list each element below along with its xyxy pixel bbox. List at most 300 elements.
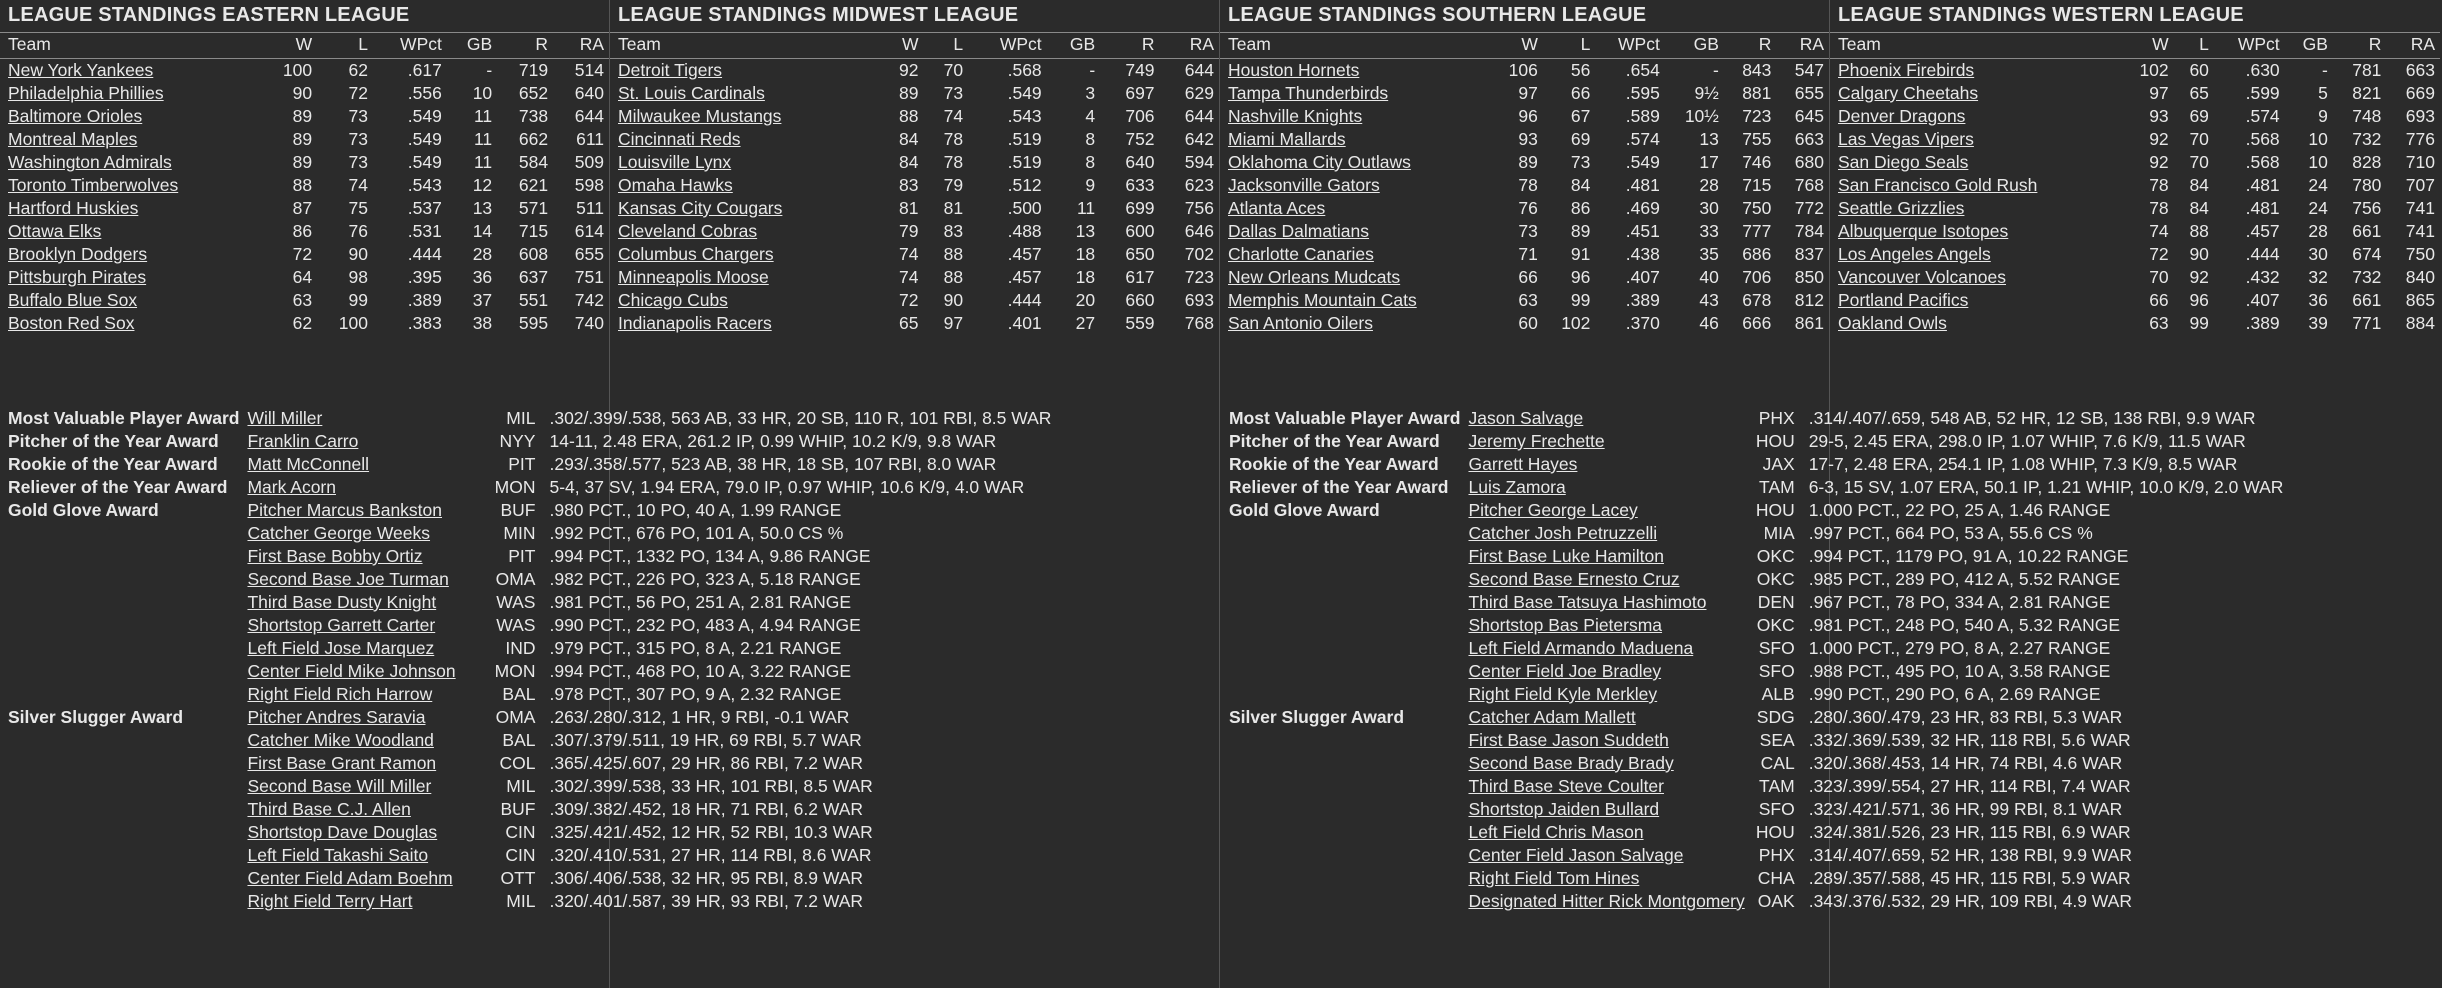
table-row[interactable] <box>610 128 1219 151</box>
team-cell[interactable] <box>610 289 879 312</box>
team-link[interactable]: Oklahoma City Outlaws <box>1228 152 1411 172</box>
award-row <box>1221 522 2442 545</box>
award-winner-link[interactable]: Luis Zamora <box>1468 477 1566 497</box>
ra: 646 <box>1184 221 1214 241</box>
ra: 511 <box>576 198 604 218</box>
w: 93 <box>1518 129 1538 149</box>
award-winner-cell[interactable] <box>1464 430 1748 453</box>
team-cell[interactable] <box>1220 197 1490 220</box>
award-winner-cell[interactable] <box>243 729 489 752</box>
l: 90 <box>943 290 964 310</box>
team-cell[interactable] <box>0 151 261 174</box>
award-winner-link[interactable]: Second Base Joe Turman <box>247 569 449 589</box>
l: 70 <box>2189 129 2209 149</box>
team-link[interactable]: Nashville Knights <box>1228 106 1363 126</box>
wpct: .568 <box>1007 60 1042 80</box>
team-cell[interactable] <box>1830 243 2120 266</box>
award-winner-link[interactable]: Left Field Chris Mason <box>1468 822 1644 842</box>
award-team-abbr: BAL <box>502 730 536 750</box>
l: 88 <box>2189 221 2209 241</box>
team-cell[interactable] <box>610 243 879 266</box>
team-cell[interactable] <box>1830 105 2120 128</box>
team-cell[interactable] <box>0 289 261 312</box>
award-winner-cell[interactable] <box>243 545 489 568</box>
award-winner-cell[interactable] <box>1464 522 1748 545</box>
award-label <box>0 683 243 706</box>
award-winner-cell[interactable] <box>1464 890 1748 913</box>
team-link[interactable]: San Francisco Gold Rush <box>1838 175 2038 195</box>
ra: 680 <box>1794 152 1824 172</box>
team-cell[interactable] <box>0 105 261 128</box>
team-link[interactable]: Charlotte Canaries <box>1228 244 1374 264</box>
col-gb: GB <box>2285 33 2333 59</box>
table-row[interactable] <box>0 105 609 128</box>
award-winner-link[interactable]: Matt McConnell <box>247 454 370 474</box>
l: 78 <box>943 129 964 149</box>
award-winner-cell[interactable] <box>243 430 489 453</box>
award-winner-cell[interactable] <box>1464 499 1748 522</box>
award-winner-link[interactable]: Second Base Will Miller <box>247 776 432 796</box>
team-link[interactable]: St. Louis Cardinals <box>618 83 765 103</box>
award-winner-cell[interactable] <box>1464 775 1748 798</box>
award-row <box>0 706 1221 729</box>
table-row[interactable] <box>1830 220 2440 243</box>
award-winner-cell[interactable] <box>243 867 489 890</box>
award-winner-cell[interactable] <box>243 660 489 683</box>
wpct: .407 <box>2245 290 2280 310</box>
award-winner-cell[interactable] <box>1464 683 1748 706</box>
team-link[interactable]: Jacksonville Gators <box>1228 175 1380 195</box>
table-row[interactable] <box>1830 105 2440 128</box>
wpct: .481 <box>1625 175 1660 195</box>
team-cell[interactable] <box>0 59 261 83</box>
table-row[interactable] <box>1220 105 1829 128</box>
award-winner-cell[interactable] <box>1464 545 1748 568</box>
team-cell[interactable] <box>0 128 261 151</box>
team-link[interactable]: Brooklyn Dodgers <box>8 244 148 264</box>
gb: 11 <box>1076 198 1096 218</box>
wpct: .500 <box>1007 198 1042 218</box>
team-link[interactable]: Pittsburgh Pirates <box>8 267 147 287</box>
r: 571 <box>518 198 549 218</box>
award-winner-link[interactable]: Will Miller <box>247 408 323 428</box>
award-stat-line: .365/.425/.607, 29 HR, 86 RBI, 7.2 WAR <box>549 753 864 773</box>
team-link[interactable]: Detroit Tigers <box>618 60 723 80</box>
team-link[interactable]: Toronto Timberwolves <box>8 175 179 195</box>
award-winner-cell[interactable] <box>243 637 489 660</box>
table-row[interactable] <box>1220 266 1829 289</box>
r: 660 <box>1125 290 1155 310</box>
team-link[interactable]: Los Angeles Angels <box>1838 244 1991 264</box>
team-cell[interactable] <box>1220 266 1490 289</box>
team-cell[interactable] <box>0 266 261 289</box>
wpct: .543 <box>407 175 442 195</box>
team-link[interactable]: Omaha Hawks <box>618 175 733 195</box>
team-link[interactable]: San Antonio Oilers <box>1228 313 1373 333</box>
award-winner-cell[interactable] <box>243 568 489 591</box>
team-link[interactable]: New Orleans Mudcats <box>1228 267 1401 287</box>
team-link[interactable]: Minneapolis Moose <box>618 267 769 287</box>
team-cell[interactable] <box>1220 243 1490 266</box>
table-row[interactable] <box>1220 59 1829 83</box>
award-winner-cell[interactable] <box>243 591 489 614</box>
table-row[interactable] <box>610 151 1219 174</box>
award-winner-cell[interactable] <box>243 499 489 522</box>
gb: 10 <box>2308 152 2328 172</box>
table-row[interactable] <box>610 266 1219 289</box>
award-winner-link[interactable]: Left Field Takashi Saito <box>247 845 429 865</box>
award-label <box>0 867 243 890</box>
award-winner-cell[interactable] <box>1464 660 1748 683</box>
table-row[interactable] <box>1830 243 2440 266</box>
team-link[interactable]: Cleveland Cobras <box>618 221 758 241</box>
award-winner-cell[interactable] <box>243 752 489 775</box>
wpct: .389 <box>407 290 442 310</box>
award-winner-cell[interactable] <box>1464 614 1748 637</box>
award-stat-line: .978 PCT., 307 PO, 9 A, 2.32 RANGE <box>549 684 842 704</box>
award-winner-link[interactable]: Third Base Dusty Knight <box>247 592 437 612</box>
award-winner-link[interactable]: Right Field Terry Hart <box>247 891 413 911</box>
award-winner-link[interactable]: First Base Luke Hamilton <box>1468 546 1664 566</box>
r: 674 <box>2352 244 2382 264</box>
team-cell[interactable] <box>1830 128 2120 151</box>
team-cell[interactable] <box>1220 289 1490 312</box>
award-winner-link[interactable]: Mark Acorn <box>247 477 336 497</box>
team-cell[interactable] <box>0 243 261 266</box>
team-link[interactable]: Boston Red Sox <box>8 313 135 333</box>
award-team-abbr: MIN <box>503 523 536 543</box>
award-winner-cell[interactable] <box>1464 568 1748 591</box>
team-link[interactable]: Ottawa Elks <box>8 221 102 241</box>
table-row[interactable] <box>610 59 1219 83</box>
ra: 784 <box>1794 221 1824 241</box>
team-link[interactable]: Las Vegas Vipers <box>1838 129 1974 149</box>
award-winner-link[interactable]: Second Base Brady Brady <box>1468 753 1674 773</box>
award-label <box>0 660 243 683</box>
team-link[interactable]: Indianapolis Racers <box>618 313 772 333</box>
team-cell[interactable] <box>0 312 261 335</box>
team-link[interactable]: Chicago Cubs <box>618 290 728 310</box>
team-link[interactable]: Oakland Owls <box>1838 313 1947 333</box>
team-link[interactable]: San Diego Seals <box>1838 152 1969 172</box>
award-winner-link[interactable]: Catcher Adam Mallett <box>1468 707 1636 727</box>
table-row[interactable] <box>0 289 609 312</box>
table-row[interactable] <box>1220 82 1829 105</box>
award-winner-cell[interactable] <box>1464 637 1748 660</box>
table-row[interactable] <box>0 174 609 197</box>
award-winner-cell[interactable] <box>243 453 489 476</box>
table-row[interactable] <box>610 312 1219 335</box>
team-cell[interactable] <box>610 266 879 289</box>
team-cell[interactable] <box>1830 197 2120 220</box>
award-winner-cell[interactable] <box>1464 798 1748 821</box>
award-winner-link[interactable]: Left Field Jose Marquez <box>247 638 435 658</box>
r: 706 <box>1742 267 1772 287</box>
table-row[interactable] <box>1220 220 1829 243</box>
table-row[interactable] <box>1830 266 2440 289</box>
gb: 4 <box>1085 106 1096 126</box>
award-winner-link[interactable]: First Base Grant Ramon <box>247 753 437 773</box>
table-row[interactable] <box>0 312 609 335</box>
team-cell[interactable] <box>610 174 879 197</box>
award-winner-cell[interactable] <box>1464 407 1748 430</box>
team-link[interactable]: Houston Hornets <box>1228 60 1360 80</box>
team-link[interactable]: Dallas Dalmatians <box>1228 221 1370 241</box>
team-link[interactable]: Atlanta Aces <box>1228 198 1326 218</box>
team-cell[interactable] <box>1220 59 1490 83</box>
l: 65 <box>2189 83 2209 103</box>
table-row[interactable] <box>1830 174 2440 197</box>
col-l: L <box>317 33 373 59</box>
gb: 10 <box>2308 129 2328 149</box>
team-link[interactable]: Philadelphia Phillies <box>8 83 164 103</box>
team-link[interactable]: Seattle Grizzlies <box>1838 198 1965 218</box>
award-team-abbr: CIN <box>505 822 536 842</box>
team-link[interactable]: Louisville Lynx <box>618 152 732 172</box>
team-cell[interactable] <box>1830 151 2120 174</box>
team-cell[interactable] <box>0 174 261 197</box>
award-winner-link[interactable]: Catcher Josh Petruzzelli <box>1468 523 1658 543</box>
award-winner-cell[interactable] <box>243 890 489 913</box>
table-row[interactable] <box>1220 128 1829 151</box>
award-winner-link[interactable]: Jason Salvage <box>1468 408 1584 428</box>
award-stat-line: .997 PCT., 664 PO, 53 A, 55.6 CS % <box>1808 523 2093 543</box>
team-cell[interactable] <box>0 197 261 220</box>
team-cell[interactable] <box>1830 289 2120 312</box>
award-winner-cell[interactable] <box>1464 729 1748 752</box>
l: 88 <box>943 244 964 264</box>
award-winner-cell[interactable] <box>243 706 489 729</box>
team-cell[interactable] <box>1830 266 2120 289</box>
award-team-abbr: CAL <box>1760 753 1795 773</box>
team-cell[interactable] <box>610 312 879 335</box>
award-team-abbr: HOU <box>1755 822 1795 842</box>
award-team-abbr: OTT <box>500 868 536 888</box>
award-winner-link[interactable]: Catcher George Weeks <box>247 523 431 543</box>
table-row[interactable] <box>1830 151 2440 174</box>
ra: 741 <box>2405 198 2435 218</box>
wpct: .654 <box>1625 60 1660 80</box>
award-winner-link[interactable]: Right Field Kyle Merkley <box>1468 684 1658 704</box>
table-row[interactable] <box>0 266 609 289</box>
team-link[interactable]: Vancouver Volcanoes <box>1838 267 2006 287</box>
award-team-abbr: CIN <box>505 845 536 865</box>
award-winner-cell[interactable] <box>1464 706 1748 729</box>
team-cell[interactable] <box>0 220 261 243</box>
award-winner-cell[interactable] <box>243 821 489 844</box>
ra: 623 <box>1184 175 1214 195</box>
team-link[interactable]: Albuquerque Isotopes <box>1838 221 2009 241</box>
award-winner-cell[interactable] <box>243 775 489 798</box>
team-cell[interactable] <box>0 82 261 105</box>
table-row[interactable] <box>610 197 1219 220</box>
l: 96 <box>1570 267 1591 287</box>
team-cell[interactable] <box>1220 82 1490 105</box>
team-cell[interactable] <box>1830 82 2120 105</box>
table-row[interactable] <box>610 289 1219 312</box>
award-winner-cell[interactable] <box>243 844 489 867</box>
team-cell[interactable] <box>1220 312 1490 335</box>
award-winner-link[interactable]: Center Field Joe Bradley <box>1468 661 1662 681</box>
team-link[interactable]: Calgary Cheetahs <box>1838 83 1979 103</box>
table-row[interactable] <box>0 59 609 83</box>
table-row[interactable] <box>1830 128 2440 151</box>
award-winner-link[interactable]: Shortstop Garrett Carter <box>247 615 436 635</box>
award-winner-link[interactable]: Shortstop Jaiden Bullard <box>1468 799 1660 819</box>
team-link[interactable]: Phoenix Firebirds <box>1838 60 1975 80</box>
table-row[interactable] <box>0 197 609 220</box>
award-winner-link[interactable]: Franklin Carro <box>247 431 359 451</box>
table-row[interactable] <box>1830 289 2440 312</box>
team-link[interactable]: Columbus Chargers <box>618 244 774 264</box>
team-cell[interactable] <box>610 105 879 128</box>
team-link[interactable]: Memphis Mountain Cats <box>1228 290 1417 310</box>
award-winner-cell[interactable] <box>1464 752 1748 775</box>
r: 608 <box>518 244 549 264</box>
ra: 669 <box>2405 83 2435 103</box>
award-winner-link[interactable]: Center Field Adam Boehm <box>247 868 453 888</box>
table-row[interactable] <box>1220 151 1829 174</box>
award-winner-cell[interactable] <box>243 407 489 430</box>
gb: 3 <box>1085 83 1096 103</box>
team-link[interactable]: Washington Admirals <box>8 152 172 172</box>
team-cell[interactable] <box>1220 128 1490 151</box>
team-link[interactable]: Baltimore Orioles <box>8 106 143 126</box>
team-link[interactable]: Milwaukee Mustangs <box>618 106 782 126</box>
team-cell[interactable] <box>1830 174 2120 197</box>
team-cell[interactable] <box>1220 174 1490 197</box>
award-winner-link[interactable]: Right Field Tom Hines <box>1468 868 1640 888</box>
award-winner-link[interactable]: Third Base Steve Coulter <box>1468 776 1664 796</box>
team-cell[interactable] <box>610 82 879 105</box>
table-row[interactable] <box>1830 312 2440 335</box>
award-stat-line: .990 PCT., 232 PO, 483 A, 4.94 RANGE <box>549 615 861 635</box>
team-link[interactable]: New York Yankees <box>8 60 154 80</box>
team-link[interactable]: Denver Dragons <box>1838 106 1966 126</box>
table-row[interactable] <box>0 243 609 266</box>
award-winner-link[interactable]: Designated Hitter Rick Montgomery <box>1468 891 1745 911</box>
award-winner-cell[interactable] <box>243 476 489 499</box>
award-winner-cell[interactable] <box>1464 591 1748 614</box>
award-winner-cell[interactable] <box>1464 453 1748 476</box>
award-winner-link[interactable]: Second Base Ernesto Cruz <box>1468 569 1680 589</box>
award-winner-link[interactable]: Shortstop Dave Douglas <box>247 822 438 842</box>
award-winner-link[interactable]: Catcher Mike Woodland <box>247 730 434 750</box>
table-row[interactable] <box>0 220 609 243</box>
table-row[interactable] <box>610 82 1219 105</box>
award-label <box>0 890 243 913</box>
table-row[interactable] <box>610 243 1219 266</box>
table-row[interactable] <box>1830 59 2440 83</box>
award-winner-link[interactable]: Third Base Tatsuya Hashimoto <box>1468 592 1707 612</box>
table-row[interactable] <box>1830 82 2440 105</box>
award-winner-cell[interactable] <box>243 798 489 821</box>
award-winner-link[interactable]: Left Field Armando Maduena <box>1468 638 1694 658</box>
award-row <box>0 591 1221 614</box>
award-winner-link[interactable]: Jeremy Frechette <box>1468 431 1605 451</box>
table-row[interactable] <box>1220 243 1829 266</box>
team-link[interactable]: Cincinnati Reds <box>618 129 741 149</box>
award-winner-cell[interactable] <box>243 522 489 545</box>
award-winner-cell[interactable] <box>1464 821 1748 844</box>
table-row[interactable] <box>1220 312 1829 335</box>
l: 73 <box>348 129 368 149</box>
ra: 655 <box>1794 83 1824 103</box>
team-link[interactable]: Hartford Huskies <box>8 198 139 218</box>
col-l: L <box>2174 33 2214 59</box>
award-winner-link[interactable]: Pitcher Marcus Bankston <box>247 500 443 520</box>
table-row[interactable] <box>1220 174 1829 197</box>
team-cell[interactable] <box>1830 220 2120 243</box>
wpct: .549 <box>407 106 442 126</box>
team-cell[interactable] <box>610 220 879 243</box>
team-cell[interactable] <box>1220 151 1490 174</box>
table-row[interactable] <box>0 82 609 105</box>
table-row[interactable] <box>1220 289 1829 312</box>
team-link[interactable]: Tampa Thunderbirds <box>1228 83 1389 103</box>
team-link[interactable]: Kansas City Cougars <box>618 198 783 218</box>
r: 828 <box>2352 152 2382 172</box>
table-row[interactable] <box>0 128 609 151</box>
award-winner-link[interactable]: Right Field Rich Harrow <box>247 684 433 704</box>
award-winner-link[interactable]: Third Base C.J. Allen <box>247 799 411 819</box>
team-cell[interactable] <box>610 151 879 174</box>
award-winner-link[interactable]: Center Field Jason Salvage <box>1468 845 1684 865</box>
table-row[interactable] <box>610 174 1219 197</box>
table-header-row <box>1220 33 1829 59</box>
team-link[interactable]: Miami Mallards <box>1228 129 1346 149</box>
table-row[interactable] <box>610 220 1219 243</box>
award-winner-cell[interactable] <box>1464 844 1748 867</box>
award-team-abbr: OKC <box>1756 546 1795 566</box>
award-winner-link[interactable]: Shortstop Bas Pietersma <box>1468 615 1663 635</box>
award-winner-cell[interactable] <box>243 614 489 637</box>
w: 70 <box>2149 267 2169 287</box>
r: 686 <box>1742 244 1772 264</box>
table-row[interactable] <box>0 151 609 174</box>
award-winner-cell[interactable] <box>1464 476 1748 499</box>
team-cell[interactable] <box>1830 312 2120 335</box>
table-row[interactable] <box>1830 197 2440 220</box>
team-cell[interactable] <box>1220 105 1490 128</box>
ra: 840 <box>2405 267 2435 287</box>
gb: 35 <box>1699 244 1719 264</box>
award-winner-link[interactable]: First Base Bobby Ortiz <box>247 546 423 566</box>
team-link[interactable]: Montreal Maples <box>8 129 138 149</box>
team-link[interactable]: Buffalo Blue Sox <box>8 290 138 310</box>
team-cell[interactable] <box>610 59 879 83</box>
gb: 40 <box>1699 267 1719 287</box>
award-winner-link[interactable]: Center Field Mike Johnson <box>247 661 456 681</box>
team-cell[interactable] <box>610 197 879 220</box>
award-winner-link[interactable]: First Base Jason Suddeth <box>1468 730 1669 750</box>
team-cell[interactable] <box>610 128 879 151</box>
award-winner-link[interactable]: Pitcher George Lacey <box>1468 500 1638 520</box>
award-row <box>1221 752 2442 775</box>
award-winner-cell[interactable] <box>243 683 489 706</box>
r: 881 <box>1742 83 1772 103</box>
team-cell[interactable] <box>1830 59 2120 83</box>
table-row[interactable] <box>1220 197 1829 220</box>
team-cell[interactable] <box>1220 220 1490 243</box>
col-ra: RA <box>1160 33 1219 59</box>
team-link[interactable]: Portland Pacifics <box>1838 290 1969 310</box>
gb: 13 <box>1075 221 1096 241</box>
award-winner-link[interactable]: Garrett Hayes <box>1468 454 1578 474</box>
table-row[interactable] <box>610 105 1219 128</box>
award-winner-cell[interactable] <box>1464 867 1748 890</box>
award-winner-link[interactable]: Pitcher Andres Saravia <box>247 707 426 727</box>
